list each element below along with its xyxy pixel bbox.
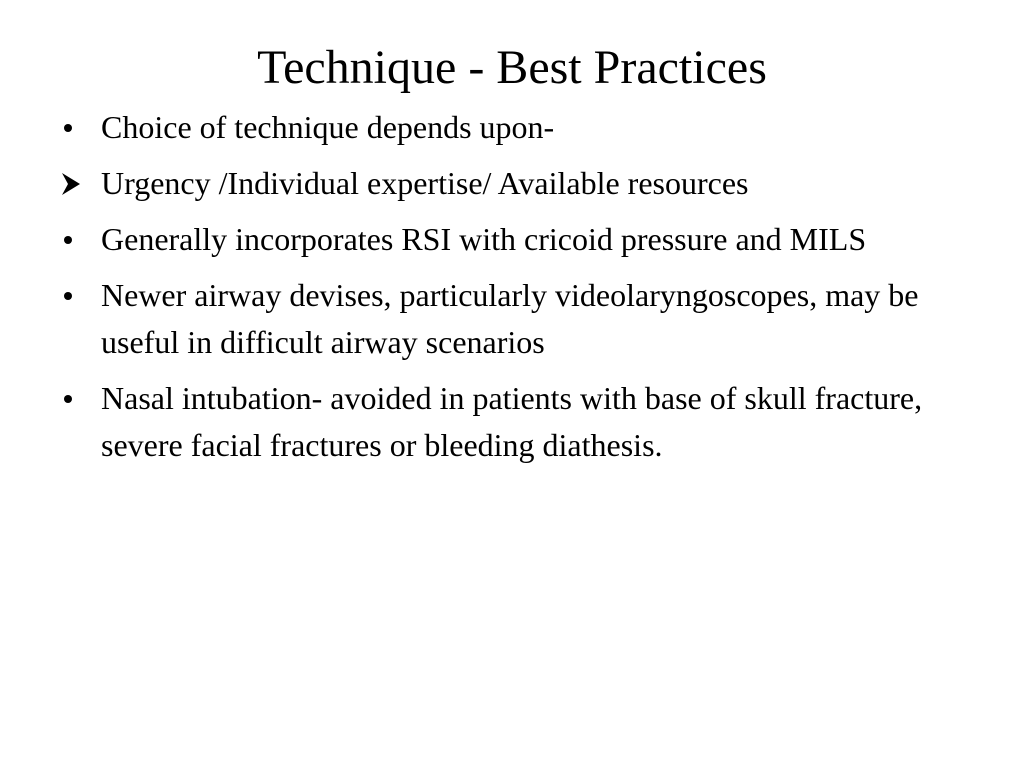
bullet-text: Nasal intubation- avoided in patients with base of skull fracture, severe facial fractures or bleeding diathesis.: [101, 380, 923, 463]
bullet-item: [60, 375, 960, 469]
slide-title: Technique - Best Practices: [257, 41, 767, 94]
sub-bullet-item: [60, 160, 960, 207]
bullet-text: Generally incorporates RSI with cricoid pressure and MILS: [101, 221, 867, 257]
bullet-text: Urgency /Individual expertise/ Available resources: [101, 165, 749, 201]
bullet-item: [60, 272, 960, 366]
bullet-list: [60, 104, 960, 478]
bullet-text: Newer airway devises, particularly videolaryngoscopes, may be useful in difficult airway scenarios: [101, 277, 919, 360]
bullet-item: [60, 104, 960, 151]
bullet-item: [60, 216, 960, 263]
bullet-text: Choice of technique depends upon-: [101, 109, 555, 145]
